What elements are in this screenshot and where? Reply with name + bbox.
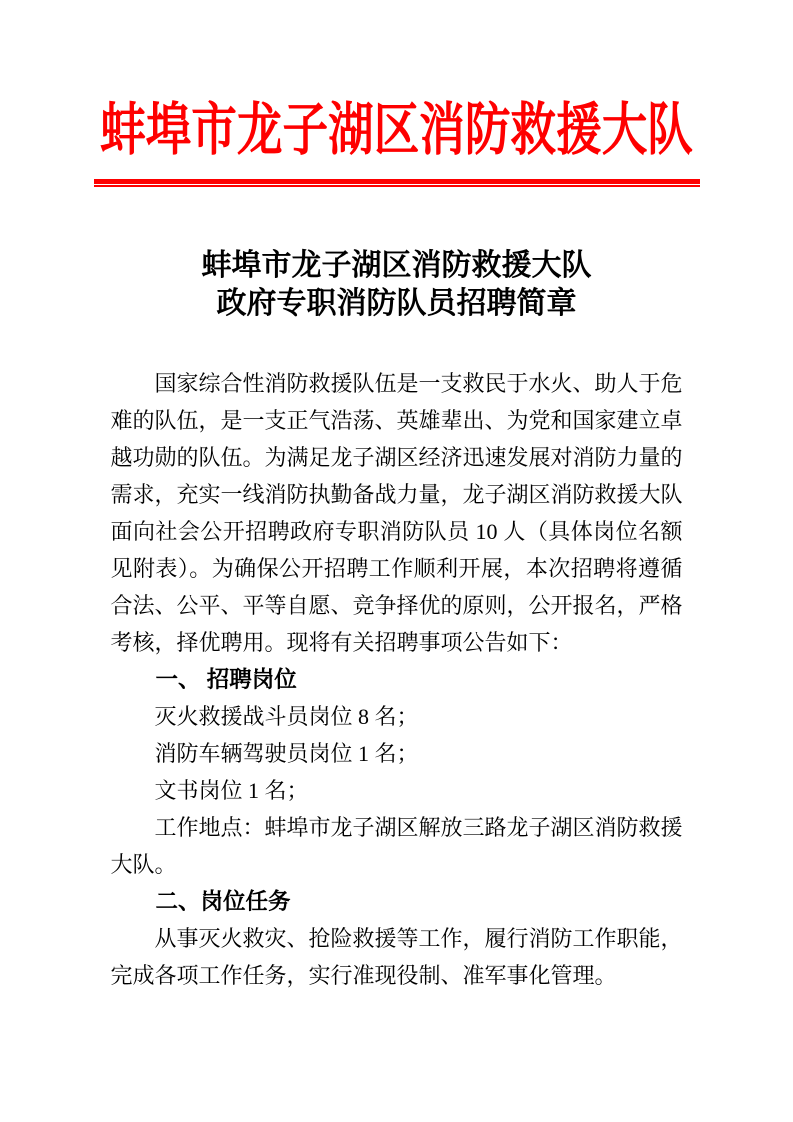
document-body	[111, 365, 683, 994]
intro-paragraph: 国家综合性消防救援队伍是一支救民于水火、助人于危难的队伍，是一支正气浩荡、英雄辈出、为党和国家建立卓越功勋的队伍。为满足龙子湖区经济迅速发展对消防力量的需求，充实一线消防执勤备战力量，龙子湖区消防救援大队面向社会公开招聘政府专职消防队员 10 人（具体岗位名额见附表）。为确保公开招聘工作顺利开展，本次招聘将遵循合法、公平、平等自愿、竞争择优的原则，公开报名，严格考核，择优聘用。现将有关招聘事项公告如下：	[110, 371, 683, 655]
section-2-heading: 二、岗位任务	[155, 889, 291, 914]
header-divider-thick-line	[94, 179, 700, 184]
section-1-heading: 一、 招聘岗位	[155, 667, 297, 692]
position-item-1: 灭火救援战斗员岗位 8 名；	[154, 704, 419, 729]
header-divider-thin-line	[94, 185, 700, 187]
masthead-title: 蚌埠市龙子湖区消防救援大队	[100, 99, 693, 162]
section-2-paragraph: 从事灭火救灾、抢险救援等工作，履行消防工作职能，完成各项工作任务，实行准现役制、准军事化管理。	[110, 926, 683, 988]
position-item-2: 消防车辆驾驶员岗位 1 名；	[154, 741, 419, 766]
work-location-paragraph: 工作地点：蚌埠市龙子湖区解放三路龙子湖区消防救援大队。	[110, 815, 683, 877]
position-item-3: 文书岗位 1 名；	[154, 778, 309, 803]
document-title	[0, 247, 793, 323]
document-title-line2: 政府专职消防队员招聘简章	[216, 287, 577, 320]
masthead	[0, 0, 793, 162]
header-divider	[94, 179, 700, 187]
document-title-line1: 蚌埠市龙子湖区消防救援大队	[201, 249, 592, 282]
